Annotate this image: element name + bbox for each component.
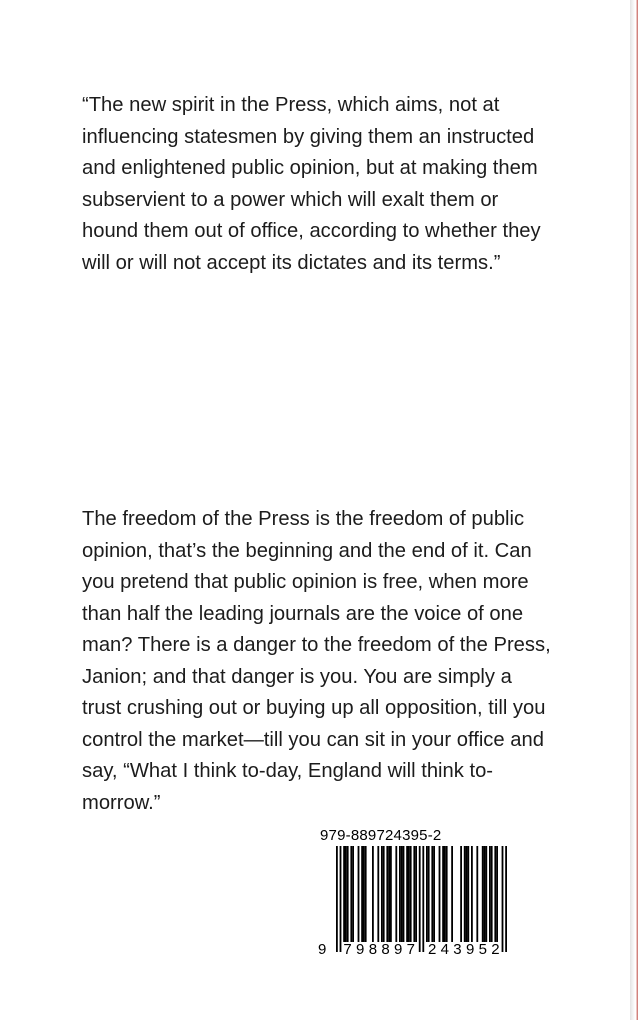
barcode-bar — [406, 846, 408, 942]
barcode-bar — [381, 846, 383, 942]
barcode-bar — [377, 846, 379, 942]
barcode-digit-backing — [341, 942, 417, 956]
barcode-guard-bar — [422, 846, 424, 952]
epigraph-quote: “The new spirit in the Press, which aims, not at influencing statesmen by giving them an instructed and enlightened public opinion, but at making them subservient to a power which will exalt them or hound them out of office, according to whether they will or will not accept its dictates and its terms.” — [82, 94, 541, 274]
barcode-bar — [345, 846, 347, 942]
barcode-bar — [352, 846, 354, 942]
barcode-bar — [496, 846, 498, 942]
isbn-label: 979-889724395-2 — [320, 827, 442, 844]
barcode-bar — [350, 846, 352, 942]
barcode-bar — [464, 846, 466, 942]
barcode-bar — [361, 846, 363, 942]
barcode-bar — [439, 846, 441, 942]
barcode-digit-backing — [426, 942, 502, 956]
barcode-first-digit: 9 — [318, 941, 327, 956]
barcode-bar — [390, 846, 392, 942]
barcode-bar — [401, 846, 403, 942]
barcode-guard-bar — [340, 846, 342, 952]
barcode-graphic — [314, 846, 514, 956]
barcode-bar — [365, 846, 367, 942]
barcode-bar — [403, 846, 405, 942]
barcode-bar — [358, 846, 360, 942]
barcode-bar — [363, 846, 365, 942]
barcode-guard-bar — [505, 846, 507, 952]
barcode-bar — [372, 846, 374, 942]
barcode-bar — [426, 846, 428, 942]
barcode-bar — [460, 846, 462, 942]
barcode-bar — [347, 846, 349, 942]
barcode-bar — [482, 846, 484, 942]
barcode-bar — [431, 846, 433, 942]
barcode-bar — [395, 846, 397, 942]
barcode-bar — [446, 846, 448, 942]
barcode-bar — [471, 846, 473, 942]
barcode-bar — [494, 846, 496, 942]
spine-edge — [630, 0, 638, 1020]
barcode-guard-bar — [502, 846, 504, 952]
barcode-left-digits: 798897 — [343, 941, 415, 956]
barcode-bar — [433, 846, 435, 942]
barcode-bar — [399, 846, 401, 942]
barcode-bar — [444, 846, 446, 942]
barcode-bar — [466, 846, 468, 942]
barcode-bar — [408, 846, 410, 942]
barcode-bar — [383, 846, 385, 942]
barcode-bar — [451, 846, 453, 942]
barcode-bar — [491, 846, 493, 942]
barcode-bar — [415, 846, 417, 942]
barcode-bar — [442, 846, 444, 942]
barcode-bar — [386, 846, 388, 942]
barcode-bar — [428, 846, 430, 942]
isbn-barcode — [314, 826, 514, 956]
barcode-bar — [388, 846, 390, 942]
barcode-bar — [467, 846, 469, 942]
barcode-bar — [484, 846, 486, 942]
barcode-right-digits: 243952 — [428, 941, 500, 956]
back-cover-passage: The freedom of the Press is the freedom of public opinion, that’s the beginning and the end of it. Can you pretend that public opinion is free, when more than half the leading journals are the voice of one man? There is a danger to the freedom of the Press, Janion; and that danger is you. You are simply a trust crushing out or buying up all opposition, till you control the market—till you can sit in your office and say, “What I think to-day, England will think to-morrow.” — [82, 508, 551, 814]
barcode-bar — [485, 846, 487, 942]
barcode-guard-bar — [336, 846, 338, 952]
barcode-bar — [343, 846, 345, 942]
barcode-bar — [410, 846, 412, 942]
barcode-guard-bar — [419, 846, 421, 952]
barcode-bar — [476, 846, 478, 942]
barcode-bar — [413, 846, 415, 942]
barcode-bar — [489, 846, 491, 942]
